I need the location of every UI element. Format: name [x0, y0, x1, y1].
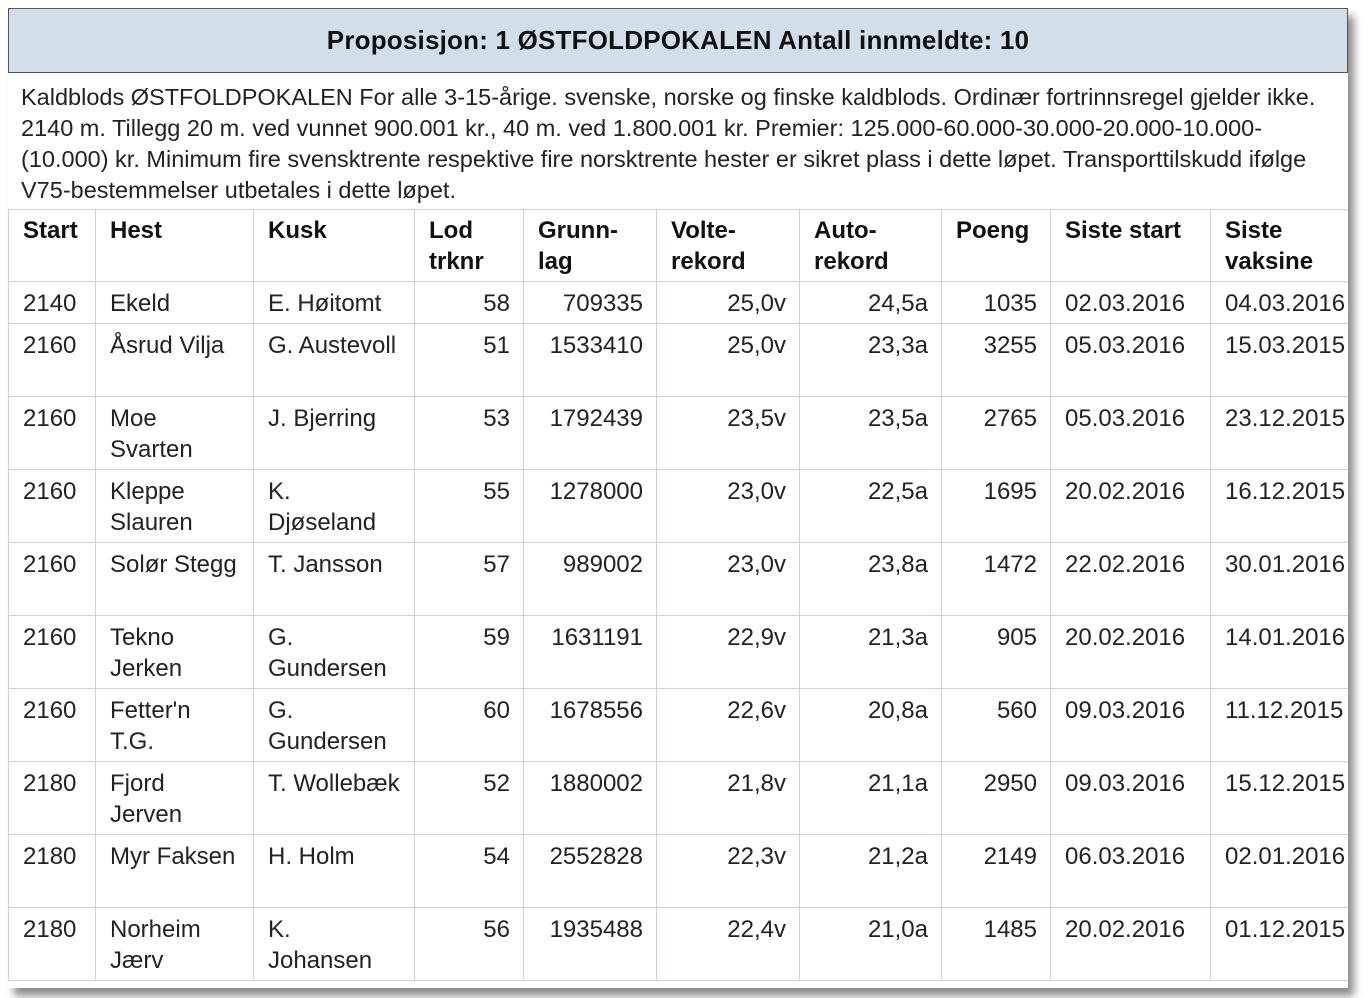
cell-siste-vaksine: 15.12.2015: [1211, 762, 1349, 835]
cell-auto: 21,2a: [800, 835, 942, 908]
cell-poeng: 1485: [942, 908, 1051, 981]
cell-lod: 51: [415, 324, 524, 397]
cell-lod: 54: [415, 835, 524, 908]
cell-siste-start: 22.02.2016: [1051, 543, 1211, 616]
cell-siste-start: 20.02.2016: [1051, 616, 1211, 689]
cell-hest: Moe Svarten: [96, 397, 254, 470]
cell-siste-start: 09.03.2016: [1051, 689, 1211, 762]
race-description: Kaldblods ØSTFOLDPOKALEN For alle 3-15-årige. svenske, norske og finske kaldblods. Ordinær fortrinnsregel gjelder ikke. 2140 m. Tillegg 20 m. ved vunnet 900.001 kr., 40 m. ved 1.800.001 kr. Premier: 125.000-60.000-30.000-20.000-10.000-(10.000) kr. Minimum fire svensktrente respektive fire norsktrente hester er sikret plass i dette løpet. Transporttilskudd ifølge V75-bestemmelser utbetales i dette løpet.: [21, 84, 1316, 203]
cell-lod: 55: [415, 470, 524, 543]
table-row: [9, 689, 1349, 762]
col-header-grunnlag: Grunn- lag: [524, 210, 657, 282]
cell-poeng: 2950: [942, 762, 1051, 835]
table-row: [9, 324, 1349, 397]
cell-grunnlag: 1935488: [524, 908, 657, 981]
col-header-hest: Hest: [96, 210, 254, 282]
cell-lod: 59: [415, 616, 524, 689]
cell-kusk: T. Wollebæk: [254, 762, 415, 835]
table-row: [9, 282, 1349, 324]
cell-volte: 21,8v: [657, 762, 800, 835]
cell-kusk: J. Bjerring: [254, 397, 415, 470]
cell-start: 2160: [9, 543, 96, 616]
cell-hest: Kleppe Slauren: [96, 470, 254, 543]
cell-lod: 60: [415, 689, 524, 762]
cell-kusk: G. Austevoll: [254, 324, 415, 397]
cell-poeng: 2149: [942, 835, 1051, 908]
col-header-lod: Lod trknr: [415, 210, 524, 282]
cell-grunnlag: 1631191: [524, 616, 657, 689]
cell-auto: 24,5a: [800, 282, 942, 324]
cell-lod: 56: [415, 908, 524, 981]
cell-start: 2180: [9, 908, 96, 981]
cell-poeng: 1035: [942, 282, 1051, 324]
cell-poeng: 3255: [942, 324, 1051, 397]
cell-volte: 25,0v: [657, 282, 800, 324]
cell-kusk: G. Gundersen: [254, 616, 415, 689]
table-row: [9, 616, 1349, 689]
cell-siste-start: 20.02.2016: [1051, 470, 1211, 543]
cell-siste-vaksine: 02.01.2016: [1211, 835, 1349, 908]
col-header-auto: Auto- rekord: [800, 210, 942, 282]
cell-hest: Solør Stegg: [96, 543, 254, 616]
table-row: [9, 397, 1349, 470]
table-row: [9, 835, 1349, 908]
cell-lod: 58: [415, 282, 524, 324]
cell-start: 2180: [9, 762, 96, 835]
cell-siste-vaksine: 15.03.2015: [1211, 324, 1349, 397]
cell-siste-vaksine: 23.12.2015: [1211, 397, 1349, 470]
cell-grunnlag: 1880002: [524, 762, 657, 835]
cell-poeng: 1695: [942, 470, 1051, 543]
cell-siste-start: 05.03.2016: [1051, 397, 1211, 470]
cell-auto: 21,3a: [800, 616, 942, 689]
cell-volte: 25,0v: [657, 324, 800, 397]
cell-kusk: K. Djøseland: [254, 470, 415, 543]
cell-volte: 22,6v: [657, 689, 800, 762]
cell-auto: 23,3a: [800, 324, 942, 397]
cell-volte: 23,5v: [657, 397, 800, 470]
cell-start: 2160: [9, 689, 96, 762]
cell-start: 2140: [9, 282, 96, 324]
cell-auto: 21,1a: [800, 762, 942, 835]
col-header-kusk: Kusk: [254, 210, 415, 282]
cell-hest: Tekno Jerken: [96, 616, 254, 689]
cell-start: 2160: [9, 470, 96, 543]
col-header-start: Start: [9, 210, 96, 282]
cell-hest: Norheim Jærv: [96, 908, 254, 981]
cell-volte: 22,9v: [657, 616, 800, 689]
cell-grunnlag: 709335: [524, 282, 657, 324]
cell-auto: 22,5a: [800, 470, 942, 543]
cell-siste-start: 05.03.2016: [1051, 324, 1211, 397]
cell-start: 2160: [9, 616, 96, 689]
cell-siste-vaksine: 30.01.2016: [1211, 543, 1349, 616]
race-card: [8, 8, 1348, 988]
col-header-siste-vaksine: Siste vaksine: [1211, 210, 1349, 282]
cell-poeng: 1472: [942, 543, 1051, 616]
cell-kusk: K. Johansen: [254, 908, 415, 981]
cell-grunnlag: 1533410: [524, 324, 657, 397]
cell-siste-start: 02.03.2016: [1051, 282, 1211, 324]
cell-kusk: H. Holm: [254, 835, 415, 908]
table-row: [9, 762, 1349, 835]
cell-kusk: E. Høitomt: [254, 282, 415, 324]
col-header-volte: Volte- rekord: [657, 210, 800, 282]
proposition-title: Proposisjon: 1 ØSTFOLDPOKALEN Antall innmeldte: 10: [8, 8, 1348, 73]
table-header-row: [9, 210, 1349, 282]
cell-siste-start: 06.03.2016: [1051, 835, 1211, 908]
cell-start: 2160: [9, 324, 96, 397]
cell-grunnlag: 2552828: [524, 835, 657, 908]
cell-siste-vaksine: 11.12.2015: [1211, 689, 1349, 762]
cell-start: 2180: [9, 835, 96, 908]
cell-hest: Myr Faksen: [96, 835, 254, 908]
cell-auto: 21,0a: [800, 908, 942, 981]
table-row: [9, 470, 1349, 543]
cell-poeng: 2765: [942, 397, 1051, 470]
cell-siste-vaksine: 04.03.2016: [1211, 282, 1349, 324]
cell-auto: 23,8a: [800, 543, 942, 616]
cell-volte: 22,4v: [657, 908, 800, 981]
cell-hest: Fjord Jerven: [96, 762, 254, 835]
table-row: [9, 908, 1349, 981]
cell-auto: 20,8a: [800, 689, 942, 762]
cell-volte: 23,0v: [657, 470, 800, 543]
cell-lod: 53: [415, 397, 524, 470]
cell-volte: 23,0v: [657, 543, 800, 616]
cell-kusk: G. Gundersen: [254, 689, 415, 762]
cell-volte: 22,3v: [657, 835, 800, 908]
cell-siste-start: 09.03.2016: [1051, 762, 1211, 835]
cell-hest: Åsrud Vilja: [96, 324, 254, 397]
cell-siste-vaksine: 01.12.2015: [1211, 908, 1349, 981]
cell-poeng: 560: [942, 689, 1051, 762]
cell-siste-vaksine: 16.12.2015: [1211, 470, 1349, 543]
cell-siste-vaksine: 14.01.2016: [1211, 616, 1349, 689]
cell-hest: Ekeld: [96, 282, 254, 324]
cell-hest: Fetter'n T.G.: [96, 689, 254, 762]
cell-siste-start: 20.02.2016: [1051, 908, 1211, 981]
cell-lod: 57: [415, 543, 524, 616]
cell-start: 2160: [9, 397, 96, 470]
cell-auto: 23,5a: [800, 397, 942, 470]
cell-poeng: 905: [942, 616, 1051, 689]
cell-lod: 52: [415, 762, 524, 835]
entries-table: [8, 209, 1348, 981]
col-header-poeng: Poeng: [942, 210, 1051, 282]
cell-kusk: T. Jansson: [254, 543, 415, 616]
col-header-siste-start: Siste start: [1051, 210, 1211, 282]
cell-grunnlag: 1678556: [524, 689, 657, 762]
cell-grunnlag: 1792439: [524, 397, 657, 470]
table-row: [9, 543, 1349, 616]
cell-grunnlag: 989002: [524, 543, 657, 616]
cell-grunnlag: 1278000: [524, 470, 657, 543]
